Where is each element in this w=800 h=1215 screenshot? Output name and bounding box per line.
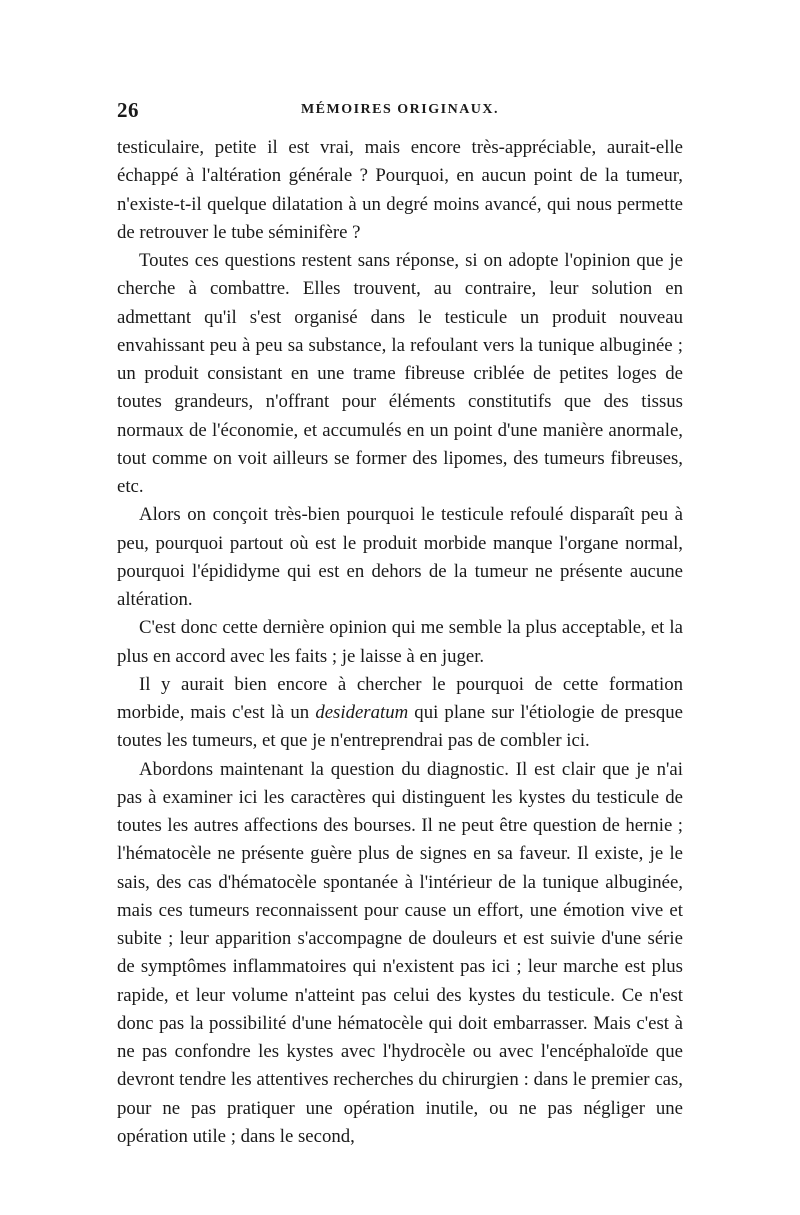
desideratum-text-before: Il y aurait bien encore à chercher le pourquoi de cette formation morbide, mais c'est là un [117, 673, 683, 723]
desideratum-emphasis: desideratum [315, 702, 409, 723]
desideratum-text-after: qui plane sur l'étiologie de presque toutes les tumeurs, et que je n'entreprendrai pas de combler ici. [117, 702, 684, 752]
body-text [117, 134, 683, 1151]
paragraph-questions: Toutes ces questions restent sans réponse, si on adopte l'opinion que je cherche à combattre. Elles trouvent, au contraire, leur solution en admettant qu'il s'est organisé dans le testicule un produit nouveau envahissant peu à peu sa substance, la refoulant vers la tunique albuginée ; un produit consistant en une trame fibreuse criblée de petites loges de toutes grandeurs, n'offrant pour éléments constitutifs que des tissus normaux de l'économie, et accumulés en un point d'une manière anormale, tout comme on voit ailleurs se former des lipomes, des tumeurs fibreuses, etc. [117, 250, 683, 497]
paragraph-diagnostic: Abordons maintenant la question du diagnostic. Il est clair que je n'ai pas à examiner ici les caractères qui distinguent les kystes du testicule de toutes les autres affections des bourses. Il ne peut être question de hernie ; l'hématocèle ne présente guère plus de signes en sa faveur. Il existe, je le sais, des cas d'hématocèle spontanée à l'intérieur de la tunique albuginée, mais ces tumeurs reconnaissent pour cause un effort, une émotion vive et subite ; leur apparition s'accompagne de douleurs et est suivie d'une série de symptômes inflammatoires qui n'existent pas ici ; leur marche est plus rapide, et leur volume n'atteint pas celui des kystes du testicule. Ce n'est donc pas la possibilité d'une hématocèle qui doit embarrasser. Mais c'est à ne pas confondre les kystes avec l'hydrocèle ou avec l'encéphaloïde que devront tendre les attentives recherches du chirurgien : dans le premier cas, pour ne pas pratiquer une opération inutile, ou ne pas négliger une opération utile ; dans le second, [117, 758, 683, 1147]
page-number: 26 [117, 98, 139, 122]
paragraph-desideratum [117, 671, 683, 756]
paragraph-opinion: C'est donc cette dernière opinion qui me semble la plus acceptable, et la plus en accord avec les faits ; je laisse à en juger. [117, 617, 683, 667]
running-head: MÉMOIRES ORIGINAUX. [300, 102, 500, 117]
paragraph-alors: Alors on conçoit très-bien pourquoi le testicule refoulé disparaît peu à peu, pourquoi partout où est le produit morbide manque l'organe normal, pourquoi l'épididyme qui est en dehors de la tumeur ne présente aucune altération. [117, 504, 683, 610]
paragraph-continuation: testiculaire, petite il est vrai, mais encore très-appréciable, aurait-elle échappé à l'altération générale ? Pourquoi, en aucun point de la tumeur, n'existe-t-il quelque dilatation à un degré moins avancé, qui nous permette de retrouver le tube séminifère ? [117, 137, 683, 243]
page-header [117, 98, 683, 128]
